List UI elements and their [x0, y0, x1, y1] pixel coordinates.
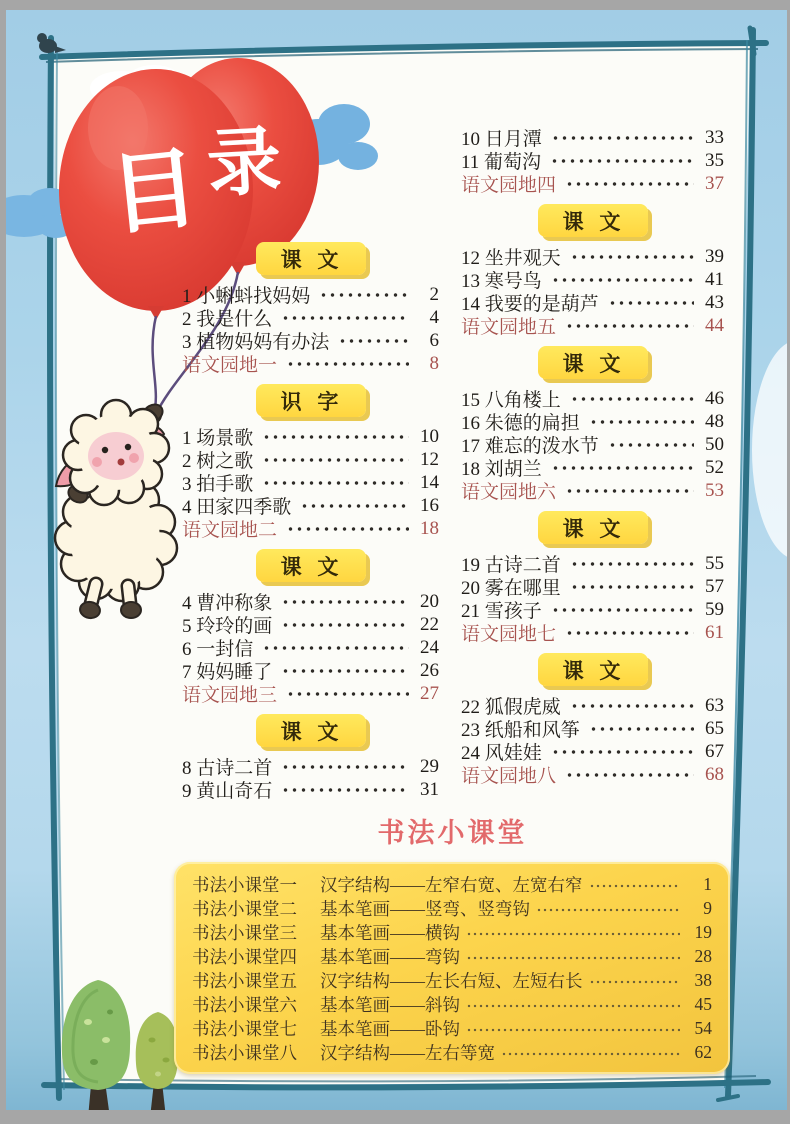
toc-item-page: 48	[705, 410, 724, 432]
toc-row	[461, 763, 724, 786]
dotted-leader	[551, 462, 694, 474]
calligraphy-desc: 基本笔画——卧钩	[320, 1018, 460, 1039]
toc-row	[182, 590, 439, 613]
dotted-leader	[286, 358, 409, 370]
dotted-leader	[570, 558, 694, 570]
toc-item-label: 17 难忘的泼水节	[461, 436, 599, 457]
toc-item-label: 3 植物妈妈有办法	[182, 332, 330, 353]
calligraphy-row	[192, 872, 712, 896]
calligraphy-page: 19	[694, 921, 712, 942]
calligraphy-lesson-label: 书法小课堂七	[192, 1018, 297, 1039]
toc-section	[182, 549, 439, 705]
section-tag: 识 字	[256, 384, 366, 417]
calligraphy-row	[192, 1016, 712, 1040]
toc-item-page: 44	[705, 314, 724, 336]
toc-item-label: 7 妈妈睡了	[182, 662, 273, 683]
calligraphy-lesson-label: 书法小课堂六	[192, 994, 297, 1015]
toc-section	[461, 346, 724, 502]
dotted-leader	[281, 761, 409, 773]
toc-row	[461, 291, 724, 314]
dotted-leader	[300, 500, 409, 512]
toc-item-label: 4 曹冲称象	[182, 593, 273, 614]
toc-item-label: 2 树之歌	[182, 451, 254, 472]
dotted-leader	[565, 627, 694, 639]
toc-item-page: 20	[420, 590, 439, 612]
toc-item-page: 68	[705, 763, 724, 785]
toc-row	[182, 283, 439, 306]
calligraphy-desc: 基本笔画——弯钩	[320, 946, 460, 967]
toc-row	[182, 659, 439, 682]
toc-column-right	[461, 126, 724, 795]
toc-row	[461, 621, 724, 644]
toc-section	[461, 511, 724, 644]
toc-item-label: 22 狐假虎威	[461, 697, 561, 718]
toc-item-page: 50	[705, 433, 724, 455]
toc-item-page: 24	[420, 636, 439, 658]
dotted-leader	[565, 769, 694, 781]
toc-item-label: 21 雪孩子	[461, 601, 542, 622]
toc-item-label: 13 寒号鸟	[461, 271, 542, 292]
balloon-char-left: 目	[105, 137, 204, 246]
toc-item-label: 语文园地二	[182, 520, 278, 541]
dotted-leader	[466, 1025, 680, 1035]
toc-section	[461, 126, 724, 195]
dotted-leader	[565, 485, 694, 497]
toc-item-page: 4	[429, 306, 439, 328]
dotted-leader	[262, 454, 409, 466]
toc-row	[461, 433, 724, 456]
toc-row	[461, 268, 724, 291]
dotted-leader	[466, 1001, 680, 1011]
toc-item-label: 5 玲玲的画	[182, 616, 273, 637]
section-tag: 课 文	[256, 714, 366, 747]
toc-row	[461, 598, 724, 621]
dotted-leader	[319, 289, 409, 301]
dotted-leader	[550, 155, 694, 167]
cloud-right-edge	[752, 340, 787, 560]
toc-item-page: 59	[705, 598, 724, 620]
dotted-leader	[551, 274, 694, 286]
calligraphy-page: 38	[694, 969, 712, 990]
toc-item-page: 67	[705, 740, 724, 762]
calligraphy-row	[192, 920, 712, 944]
toc-item-label: 4 田家四季歌	[182, 497, 292, 518]
dotted-leader	[286, 688, 409, 700]
calligraphy-desc: 基本笔画——竖弯、竖弯钩	[320, 898, 530, 919]
section-tag: 课 文	[538, 346, 648, 379]
toc-row	[461, 387, 724, 410]
dotted-leader	[570, 700, 694, 712]
toc-row	[182, 613, 439, 636]
dotted-leader	[570, 251, 694, 263]
dotted-leader	[565, 320, 694, 332]
toc-row	[182, 471, 439, 494]
toc-row	[182, 755, 439, 778]
toc-section	[461, 653, 724, 786]
toc-item-page: 61	[705, 621, 724, 643]
toc-item-page: 33	[705, 126, 724, 148]
toc-item-page: 43	[705, 291, 724, 313]
toc-row	[182, 494, 439, 517]
dotted-leader	[570, 581, 694, 593]
dotted-leader	[570, 393, 694, 405]
toc-item-label: 语文园地一	[182, 355, 278, 376]
dotted-leader	[551, 132, 694, 144]
calligraphy-desc: 汉字结构——左右等宽	[320, 1042, 495, 1063]
toc-item-page: 35	[705, 149, 724, 171]
toc-row	[182, 778, 439, 801]
dotted-leader	[281, 665, 409, 677]
toc-item-page: 37	[705, 172, 724, 194]
calligraphy-page: 54	[694, 1017, 712, 1038]
toc-row	[461, 575, 724, 598]
dotted-leader	[589, 723, 694, 735]
balloon-char-right: 录	[205, 119, 284, 206]
toc-item-label: 语文园地六	[461, 482, 557, 503]
toc-row	[461, 172, 724, 195]
toc-row	[182, 636, 439, 659]
dotted-leader	[262, 642, 409, 654]
calligraphy-desc: 汉字结构——左窄右宽、左宽右窄	[320, 874, 583, 895]
toc-section	[461, 204, 724, 337]
dotted-leader	[589, 977, 681, 987]
dotted-leader	[281, 596, 409, 608]
dotted-leader	[589, 416, 694, 428]
toc-item-page: 52	[705, 456, 724, 478]
toc-item-page: 29	[420, 755, 439, 777]
toc-item-page: 53	[705, 479, 724, 501]
toc-row	[461, 456, 724, 479]
calligraphy-page: 9	[703, 897, 712, 918]
toc-item-label: 15 八角楼上	[461, 390, 561, 411]
calligraphy-desc: 汉字结构——左长右短、左短右长	[320, 970, 583, 991]
toc-item-page: 12	[420, 448, 439, 470]
toc-item-label: 16 朱德的扁担	[461, 413, 580, 434]
toc-row	[461, 314, 724, 337]
toc-row	[461, 694, 724, 717]
toc-row	[461, 149, 724, 172]
toc-row	[182, 352, 439, 375]
toc-item-label: 3 拍手歌	[182, 474, 254, 495]
toc-item-label: 1 场景歌	[182, 428, 254, 449]
toc-item-label: 14 我要的是葫芦	[461, 294, 599, 315]
toc-row	[182, 517, 439, 540]
toc-item-page: 8	[429, 352, 439, 374]
toc-item-label: 语文园地三	[182, 685, 278, 706]
toc-item-page: 2	[429, 283, 439, 305]
calligraphy-desc: 基本笔画——斜钩	[320, 994, 460, 1015]
dotted-leader	[608, 439, 694, 451]
toc-item-label: 6 一封信	[182, 639, 254, 660]
toc-item-page: 57	[705, 575, 724, 597]
calligraphy-lesson-label: 书法小课堂八	[192, 1042, 297, 1063]
calligraphy-lesson-label: 书法小课堂一	[192, 874, 297, 895]
toc-item-label: 1 小蝌蚪找妈妈	[182, 286, 311, 307]
toc-item-page: 10	[420, 425, 439, 447]
toc-section	[182, 384, 439, 540]
toc-row	[461, 740, 724, 763]
section-tag: 课 文	[538, 653, 648, 686]
toc-item-label: 18 刘胡兰	[461, 459, 542, 480]
dotted-leader	[565, 178, 694, 190]
calligraphy-page: 45	[694, 993, 712, 1014]
toc-item-label: 8 古诗二首	[182, 758, 273, 779]
toc-row	[461, 410, 724, 433]
calligraphy-row	[192, 1040, 712, 1064]
toc-item-page: 65	[705, 717, 724, 739]
toc-row	[461, 126, 724, 149]
dotted-leader	[466, 953, 680, 963]
section-tag: 课 文	[538, 204, 648, 237]
calligraphy-lesson-label: 书法小课堂二	[192, 898, 297, 919]
calligraphy-row	[192, 968, 712, 992]
toc-row	[461, 717, 724, 740]
toc-row	[461, 552, 724, 575]
toc-row	[182, 448, 439, 471]
calligraphy-lesson-label: 书法小课堂五	[192, 970, 297, 991]
toc-item-page: 31	[420, 778, 439, 800]
toc-item-page: 6	[429, 329, 439, 351]
dotted-leader	[466, 929, 680, 939]
toc-section	[182, 242, 439, 375]
toc-item-label: 语文园地七	[461, 624, 557, 645]
toc-item-label: 9 黄山奇石	[182, 781, 273, 802]
dotted-leader	[551, 746, 694, 758]
dotted-leader	[262, 431, 409, 443]
toc-item-label: 语文园地四	[461, 175, 557, 196]
calligraphy-row	[192, 992, 712, 1016]
calligraphy-toc-box	[174, 862, 730, 1074]
dotted-leader	[551, 604, 694, 616]
section-tag: 课 文	[256, 242, 366, 275]
toc-item-page: 39	[705, 245, 724, 267]
calligraphy-section-title: 书法小课堂	[377, 818, 528, 848]
calligraphy-desc: 基本笔画——横钩	[320, 922, 460, 943]
book-page	[6, 10, 787, 1110]
toc-section	[182, 714, 439, 801]
toc-item-label: 23 纸船和风筝	[461, 720, 580, 741]
toc-item-page: 14	[420, 471, 439, 493]
calligraphy-page: 62	[694, 1041, 712, 1062]
toc-item-label: 20 雾在哪里	[461, 578, 561, 599]
dotted-leader	[286, 523, 409, 535]
calligraphy-page: 28	[694, 945, 712, 966]
calligraphy-lesson-label: 书法小课堂三	[192, 922, 297, 943]
toc-row	[461, 245, 724, 268]
toc-item-label: 2 我是什么	[182, 309, 273, 330]
calligraphy-lesson-label: 书法小课堂四	[192, 946, 297, 967]
toc-row	[182, 425, 439, 448]
calligraphy-row	[192, 944, 712, 968]
toc-item-page: 22	[420, 613, 439, 635]
toc-item-page: 18	[420, 517, 439, 539]
dotted-leader	[281, 784, 409, 796]
toc-item-label: 语文园地八	[461, 766, 557, 787]
calligraphy-row	[192, 896, 712, 920]
toc-row	[461, 479, 724, 502]
dotted-leader	[338, 335, 409, 347]
section-tag: 课 文	[538, 511, 648, 544]
toc-column-left	[182, 242, 439, 810]
toc-item-page: 26	[420, 659, 439, 681]
toc-item-page: 63	[705, 694, 724, 716]
section-tag: 课 文	[256, 549, 366, 582]
toc-item-label: 19 古诗二首	[461, 555, 561, 576]
dotted-leader	[501, 1049, 680, 1059]
dotted-leader	[536, 905, 680, 915]
dotted-leader	[281, 312, 409, 324]
dotted-leader	[262, 477, 409, 489]
calligraphy-page: 1	[703, 873, 712, 894]
toc-item-page: 41	[705, 268, 724, 290]
dotted-leader	[608, 297, 694, 309]
toc-row	[182, 306, 439, 329]
toc-item-label: 11 葡萄沟	[461, 152, 542, 173]
toc-item-page: 46	[705, 387, 724, 409]
toc-row	[182, 329, 439, 352]
dotted-leader	[281, 619, 409, 631]
dotted-leader	[589, 881, 681, 891]
toc-item-label: 24 风娃娃	[461, 743, 542, 764]
toc-item-label: 10 日月潭	[461, 129, 542, 150]
toc-row	[182, 682, 439, 705]
toc-item-label: 12 坐井观天	[461, 248, 561, 269]
toc-item-label: 语文园地五	[461, 317, 557, 338]
toc-item-page: 16	[420, 494, 439, 516]
toc-item-page: 27	[420, 682, 439, 704]
toc-item-page: 55	[705, 552, 724, 574]
